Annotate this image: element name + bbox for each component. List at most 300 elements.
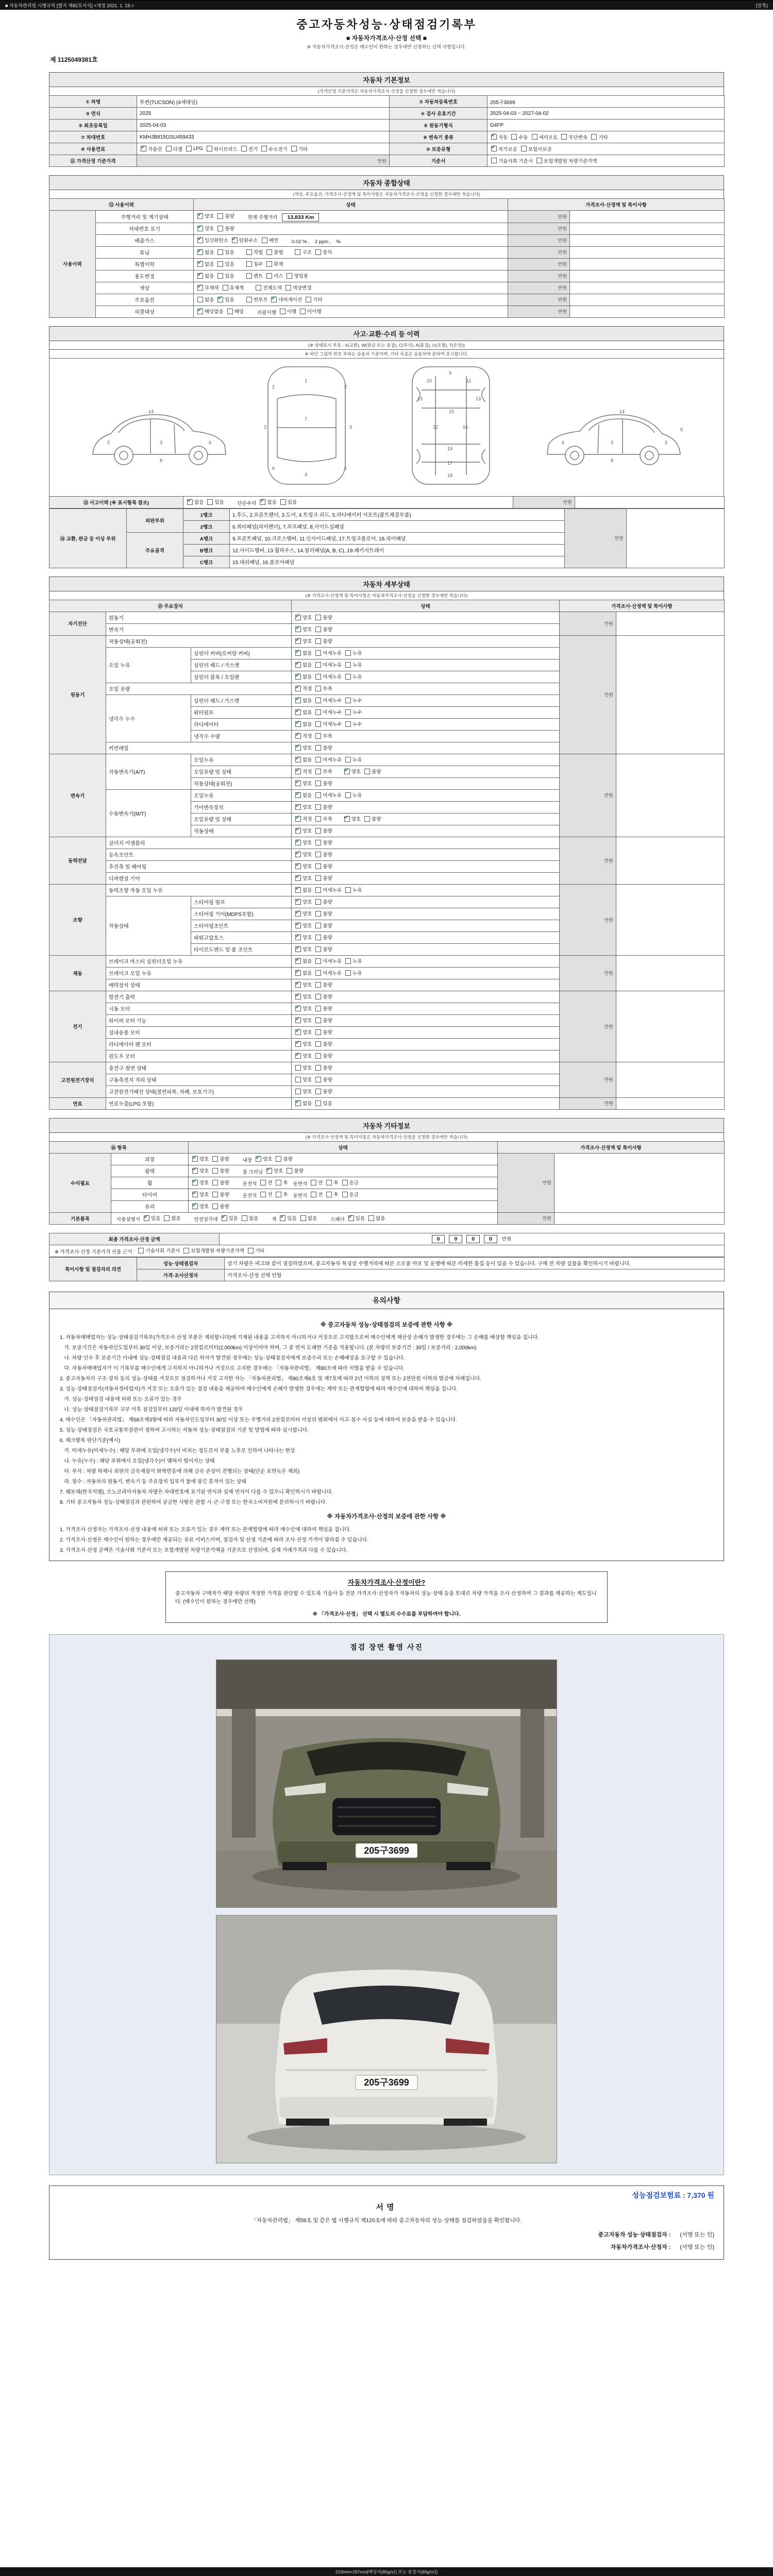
checkbox[interactable] (217, 212, 234, 219)
checkbox[interactable] (315, 993, 332, 1000)
checkbox[interactable] (315, 1099, 332, 1107)
table-row (49, 211, 725, 223)
checkbox[interactable] (207, 145, 238, 152)
value-cell (292, 730, 560, 742)
checkbox[interactable] (192, 1191, 209, 1198)
checkbox[interactable] (295, 697, 312, 704)
checkbox[interactable] (223, 284, 244, 291)
notice-paragraph: 2. 가격조사·산정은 매수인이 원하는 경우에만 제공되는 유료 서비스이며, 점검자 및 산정 기준에 따라 조사·산정 가격이 달라질 수 있습니다. (60, 1537, 369, 1543)
value-cell (292, 777, 560, 789)
checkbox[interactable] (186, 146, 203, 151)
checkbox[interactable] (311, 1179, 323, 1186)
checkbox[interactable] (295, 708, 312, 716)
checkbox[interactable] (295, 957, 312, 964)
value-cell: 만원 (560, 884, 616, 955)
checkbox[interactable] (315, 744, 332, 751)
checkbox[interactable] (266, 272, 283, 279)
value-cell: 배력장치 상태 (106, 979, 292, 991)
checkbox-label: 디젤 (173, 146, 182, 152)
checkbox[interactable] (345, 661, 362, 668)
inline-label: 단순수리 (237, 500, 257, 506)
value-cell: 만원 (560, 837, 616, 884)
checkbox[interactable] (164, 1214, 180, 1222)
checkbox[interactable] (536, 157, 597, 164)
inline-label: 만원 (502, 1236, 512, 1242)
checkbox[interactable] (144, 1214, 160, 1222)
checkbox[interactable] (315, 732, 332, 739)
checkbox[interactable] (315, 720, 342, 727)
checkbox[interactable] (280, 308, 296, 315)
checkbox[interactable] (532, 133, 558, 141)
checkbox[interactable] (345, 708, 362, 716)
data-table (49, 509, 725, 568)
checkbox-checked-icon (295, 674, 301, 680)
checkbox[interactable] (295, 1099, 312, 1107)
checkbox[interactable] (295, 614, 312, 621)
checkbox[interactable] (295, 1005, 312, 1012)
checkbox[interactable] (295, 993, 312, 1000)
checkbox[interactable] (248, 1247, 264, 1254)
checkbox[interactable] (276, 1155, 292, 1162)
checkbox[interactable] (207, 498, 224, 505)
checkbox[interactable] (295, 768, 312, 775)
checkbox[interactable] (342, 1179, 359, 1186)
checkbox[interactable] (183, 1247, 244, 1254)
checkbox[interactable] (197, 284, 219, 291)
label-cell: ⑪ 가격산정 기준가격 (49, 155, 137, 167)
value-cell: 라디에이터 (191, 718, 292, 730)
checkbox-label: 양호 (303, 1030, 312, 1036)
checkbox[interactable] (241, 145, 258, 152)
checkbox[interactable] (280, 498, 297, 505)
checkbox[interactable] (262, 236, 278, 244)
checkbox[interactable] (364, 815, 381, 822)
checkbox[interactable] (197, 272, 214, 279)
checkbox[interactable] (295, 1088, 312, 1095)
checkbox-label: 양호 (303, 923, 312, 929)
checkbox[interactable] (295, 851, 312, 858)
checkbox[interactable] (315, 981, 332, 988)
checkbox[interactable] (345, 791, 362, 799)
checkbox[interactable] (315, 625, 332, 633)
checkbox[interactable] (364, 768, 381, 775)
checkbox-empty-icon (291, 146, 297, 151)
checkbox[interactable] (232, 236, 258, 244)
checkbox[interactable] (511, 133, 528, 141)
checkbox-checked-icon (295, 615, 301, 620)
value-cell (292, 612, 560, 623)
checkbox[interactable] (295, 649, 312, 656)
checkbox[interactable] (217, 296, 234, 303)
checkbox[interactable] (217, 248, 234, 256)
checkbox[interactable] (315, 862, 332, 870)
checkbox[interactable] (315, 614, 332, 621)
checkbox-empty-icon (212, 1204, 218, 1209)
insurance-fee (59, 2190, 714, 2200)
table-row (49, 1269, 725, 1281)
checkbox-label: 기술사회 기준서 (498, 158, 533, 164)
checkbox-checked-icon (197, 309, 203, 314)
checkbox[interactable] (256, 284, 282, 291)
checkbox[interactable] (315, 922, 332, 929)
checkbox[interactable] (187, 498, 204, 505)
checkbox-checked-icon (295, 946, 301, 952)
checkbox-label: 적정 (303, 734, 312, 740)
table-row (49, 991, 725, 1003)
checkbox-label: 양호 (263, 1157, 273, 1163)
value-cell: 만원 (560, 635, 616, 754)
value-cell (292, 896, 560, 908)
checkbox[interactable] (192, 1155, 209, 1162)
checkbox-label: 불량 (225, 226, 234, 232)
table-row (49, 96, 725, 108)
signer-appraiser-sign[interactable]: (서명 또는 인) (680, 2244, 714, 2250)
checkbox[interactable] (285, 284, 312, 291)
value-cell (292, 742, 560, 754)
checkbox[interactable] (212, 1191, 229, 1198)
checkbox-label: 양호 (199, 1180, 209, 1187)
checkbox[interactable] (591, 133, 608, 141)
value-cell (570, 294, 725, 306)
checkbox[interactable] (197, 308, 224, 315)
checkbox[interactable] (315, 1076, 332, 1083)
table-row (49, 108, 725, 120)
checkbox[interactable] (295, 720, 312, 727)
checkbox[interactable] (266, 248, 283, 256)
checkbox[interactable] (217, 260, 234, 267)
checkbox[interactable] (326, 1179, 338, 1186)
checkbox[interactable] (315, 661, 342, 668)
checkbox-empty-icon (315, 852, 321, 857)
checkbox[interactable] (306, 296, 322, 303)
checkbox[interactable] (217, 225, 234, 232)
value-cell: 6.쿼터패널(리어펜더), 7.루프패널, 8.사이드실패널 (230, 520, 565, 532)
value-cell (292, 1050, 560, 1062)
checkbox[interactable] (315, 768, 332, 775)
checkbox[interactable] (315, 910, 332, 917)
checkbox[interactable] (212, 1202, 229, 1210)
checkbox[interactable] (315, 649, 342, 656)
checkbox[interactable] (315, 827, 332, 834)
checkbox[interactable] (344, 768, 361, 775)
checkbox[interactable] (197, 236, 228, 244)
checkbox[interactable] (217, 272, 234, 279)
data-table (49, 95, 725, 167)
checkbox[interactable] (300, 1214, 317, 1222)
checkbox[interactable] (348, 1214, 365, 1222)
value-cell (292, 694, 560, 706)
value-cell: 실린더 블록 / 오일팬 (191, 671, 292, 683)
checkbox[interactable] (315, 815, 332, 822)
checkbox-empty-icon (364, 769, 370, 774)
checkbox[interactable] (287, 1167, 303, 1174)
notice-paragraph: 나. 차량 인수 후 보증기간 이내에 성능·상태점검 내용과 다른 하자가 발견된 경우에는 성능·상태점검자에게 보증수리 또는 손해배상을 요구할 수 있습니다. (60, 1355, 405, 1362)
checkbox[interactable] (315, 957, 342, 964)
checkbox[interactable] (260, 1191, 272, 1198)
checkbox[interactable] (295, 791, 312, 799)
checkbox[interactable] (345, 969, 362, 976)
checkbox[interactable] (295, 910, 312, 917)
checkbox-empty-icon (326, 1192, 332, 1197)
checkbox[interactable] (315, 1064, 332, 1071)
checkbox[interactable] (315, 1016, 332, 1024)
checkbox[interactable] (212, 1155, 229, 1162)
checkbox[interactable] (315, 1088, 332, 1095)
value-cell (189, 1165, 498, 1177)
checkbox[interactable] (368, 1214, 385, 1222)
checkbox[interactable] (192, 1202, 209, 1210)
checkbox[interactable] (295, 779, 312, 787)
checkbox[interactable] (295, 625, 312, 633)
label-cell: ⑯ 항목 (49, 1141, 189, 1153)
checkbox-label: 후 (333, 1192, 339, 1198)
checkbox[interactable] (276, 1191, 288, 1198)
checkbox[interactable] (141, 145, 162, 152)
checkbox[interactable] (212, 1179, 229, 1186)
section-note: (색상, 주요옵션, 가격조사·산정액 및 특이사항은 자동차가격조사·산정을 신청한 경우에만 적습니다) (49, 190, 724, 198)
checkbox-label: 불량 (323, 994, 332, 1001)
checkbox[interactable] (521, 145, 552, 152)
notice-paragraph: 가. 성능·상태점검 내용에 허위 또는 오류가 있는 경우 (60, 1397, 182, 1403)
checkbox[interactable] (256, 1155, 272, 1162)
checkbox[interactable] (315, 969, 342, 976)
checkbox[interactable] (295, 886, 312, 893)
checkbox[interactable] (295, 827, 312, 834)
checkbox[interactable] (295, 248, 311, 256)
checkbox[interactable] (315, 697, 342, 704)
checkbox-label: 양호 (303, 745, 312, 752)
value-cell: 스티어링 기어(MDPS포함) (191, 908, 292, 920)
checkbox[interactable] (197, 225, 214, 232)
checkbox[interactable] (260, 1179, 272, 1186)
checkbox-label: 색상변경 (292, 285, 312, 292)
checkbox[interactable] (295, 732, 312, 739)
checkbox[interactable] (197, 212, 214, 219)
checkbox[interactable] (345, 649, 362, 656)
checkbox[interactable] (295, 1052, 312, 1059)
label-cell: 기준서 (390, 155, 488, 167)
checkbox-label: 양호 (303, 639, 312, 645)
checkbox[interactable] (561, 133, 587, 141)
checkbox[interactable] (246, 260, 263, 267)
checkbox[interactable] (266, 260, 283, 267)
checkbox-label: 양호 (205, 214, 214, 219)
checkbox[interactable] (295, 922, 312, 929)
value-cell (292, 825, 560, 837)
value-cell (292, 789, 560, 801)
checkbox-label: 부족 (323, 817, 332, 823)
checkbox-empty-icon (315, 1018, 321, 1023)
svg-text:3: 3 (611, 439, 614, 445)
checkbox[interactable] (295, 803, 312, 810)
checkbox-label: 불량 (225, 214, 234, 219)
signer-inspector-sign[interactable]: (서명 또는 인) (680, 2231, 714, 2238)
value-cell: 15.대쉬패널, 16.플로어패널 (230, 556, 565, 568)
checkbox[interactable] (345, 697, 362, 704)
checkbox[interactable] (344, 815, 361, 822)
value-cell: 만원 (508, 270, 570, 282)
checkbox[interactable] (295, 815, 312, 822)
checkbox[interactable] (342, 1191, 359, 1198)
value-cell (194, 270, 508, 282)
checkbox[interactable] (315, 1028, 332, 1036)
checkbox[interactable] (315, 1052, 332, 1059)
checkbox[interactable] (315, 673, 342, 680)
checkbox-label: 불량 (323, 615, 332, 621)
checkbox[interactable] (295, 969, 312, 976)
checkbox[interactable] (315, 685, 332, 692)
checkbox[interactable] (315, 934, 332, 941)
checkbox[interactable] (261, 145, 288, 152)
checkbox[interactable] (295, 756, 312, 763)
checkbox[interactable] (295, 1076, 312, 1083)
checkbox[interactable] (295, 898, 312, 905)
checkbox[interactable] (242, 1214, 258, 1222)
checkbox[interactable] (295, 945, 312, 953)
checkbox-label: 양호 (303, 994, 312, 1001)
checkbox[interactable] (315, 898, 332, 905)
checkbox-empty-icon (261, 146, 267, 151)
checkbox-checked-icon (295, 1053, 301, 1059)
checkbox[interactable] (295, 839, 312, 846)
checkbox[interactable] (166, 145, 182, 152)
checkbox[interactable] (287, 272, 308, 279)
label-cell: 조향 (49, 884, 106, 955)
checkbox-label: 없음 (267, 500, 277, 506)
value-cell: 연료누출(LPG 포함) (106, 1097, 292, 1109)
checkbox[interactable] (295, 1028, 312, 1036)
checkbox[interactable] (197, 296, 214, 303)
table-row (49, 1212, 725, 1224)
checkbox[interactable] (295, 934, 312, 941)
checkbox-empty-icon (315, 875, 321, 881)
checkbox[interactable] (295, 1016, 312, 1024)
checkbox[interactable] (197, 260, 214, 267)
checkbox[interactable] (212, 1167, 229, 1174)
checkbox[interactable] (295, 661, 312, 668)
checkbox-empty-icon (368, 1215, 374, 1221)
value-cell: 실린더 헤드 / 가스켓 (191, 659, 292, 671)
checkbox[interactable] (295, 874, 312, 882)
value-cell (570, 223, 725, 234)
label-cell: ⑨ 사용연료 (49, 143, 137, 155)
checkbox[interactable] (260, 498, 276, 505)
checkbox[interactable] (271, 296, 302, 303)
checkbox[interactable] (295, 1040, 312, 1047)
checkbox-label: 자동 (498, 134, 508, 141)
checkbox[interactable] (315, 791, 342, 799)
checkbox-label: 네비게이션 (278, 297, 303, 303)
checkbox[interactable] (315, 886, 342, 893)
checkbox[interactable] (315, 708, 342, 716)
checkbox[interactable] (295, 981, 312, 988)
value-cell: 만원 (560, 612, 616, 635)
checkbox[interactable] (266, 1167, 283, 1174)
checkbox[interactable] (345, 720, 362, 727)
checkbox[interactable] (197, 248, 214, 256)
value-cell: 동력조향 작동 오일 누유 (106, 884, 292, 896)
checkbox[interactable] (295, 862, 312, 870)
label-cell: ⑩ 보증유형 (390, 143, 488, 155)
checkbox-empty-icon (212, 1168, 218, 1174)
checkbox-empty-icon (315, 1089, 321, 1094)
checkbox[interactable] (227, 308, 244, 315)
checkbox[interactable] (491, 145, 517, 152)
checkbox[interactable] (345, 756, 362, 763)
checkbox-checked-icon (295, 626, 301, 632)
checkbox-label: 전 (318, 1180, 323, 1187)
checkbox[interactable] (295, 637, 312, 645)
checkbox-checked-icon (295, 863, 301, 869)
value-box: 13,833 Km (282, 213, 319, 222)
checkbox[interactable] (295, 673, 312, 680)
checkbox[interactable] (192, 1167, 209, 1174)
checkbox[interactable] (315, 803, 332, 810)
checkbox[interactable] (491, 157, 533, 164)
checkbox[interactable] (345, 886, 362, 893)
checkbox[interactable] (345, 673, 362, 680)
checkbox[interactable] (280, 1214, 296, 1222)
value-cell (616, 635, 725, 754)
checkbox[interactable] (345, 957, 362, 964)
checkbox[interactable] (315, 945, 332, 953)
checkbox[interactable] (246, 248, 263, 256)
checkbox-label: 없음 (205, 274, 214, 280)
checkbox-label: 수동 (518, 134, 528, 141)
inline-label: 운전석 (242, 1181, 257, 1187)
checkbox[interactable] (138, 1247, 180, 1254)
checkbox[interactable] (326, 1191, 338, 1198)
checkbox[interactable] (192, 1179, 209, 1186)
checkbox[interactable] (315, 874, 332, 882)
checkbox[interactable] (315, 1040, 332, 1047)
checkbox[interactable] (222, 1214, 238, 1222)
checkbox[interactable] (315, 248, 332, 256)
vehicle-damage-diagram (49, 358, 724, 496)
checkbox[interactable] (315, 839, 332, 846)
checkbox[interactable] (315, 637, 332, 645)
checkbox[interactable] (311, 1191, 323, 1198)
checkbox-label: 불량 (323, 745, 332, 752)
value-cell: 변속기 (106, 623, 292, 635)
checkbox[interactable] (276, 1179, 288, 1186)
signer-inspector-label: 중고자동차 성능·상태점검자 : (598, 2231, 671, 2238)
checkbox-label: 없음 (303, 793, 312, 799)
checkbox[interactable] (295, 685, 312, 692)
checkbox[interactable] (291, 145, 308, 152)
checkbox-empty-icon (315, 1065, 321, 1071)
checkbox[interactable] (295, 744, 312, 751)
checkbox[interactable] (491, 133, 508, 141)
checkbox[interactable] (295, 1064, 312, 1071)
value-cell (189, 1189, 498, 1200)
checkbox-label: 보험사보증 (528, 146, 552, 152)
checkbox-label: 부족 (323, 769, 332, 775)
checkbox[interactable] (246, 296, 268, 303)
checkbox-label: 누수 (352, 722, 362, 728)
table-row (49, 143, 725, 155)
checkbox[interactable] (246, 272, 263, 279)
checkbox[interactable] (315, 851, 332, 858)
inline-label: 사용설명서 (116, 1216, 140, 1223)
checkbox-label: 유채색 (229, 285, 244, 292)
checkbox[interactable] (300, 308, 322, 315)
checkbox[interactable] (315, 779, 332, 787)
checkbox-label: 불량 (323, 805, 332, 811)
checkbox[interactable] (315, 756, 342, 763)
checkbox[interactable] (315, 1005, 332, 1012)
checkbox-checked-icon (295, 840, 301, 845)
